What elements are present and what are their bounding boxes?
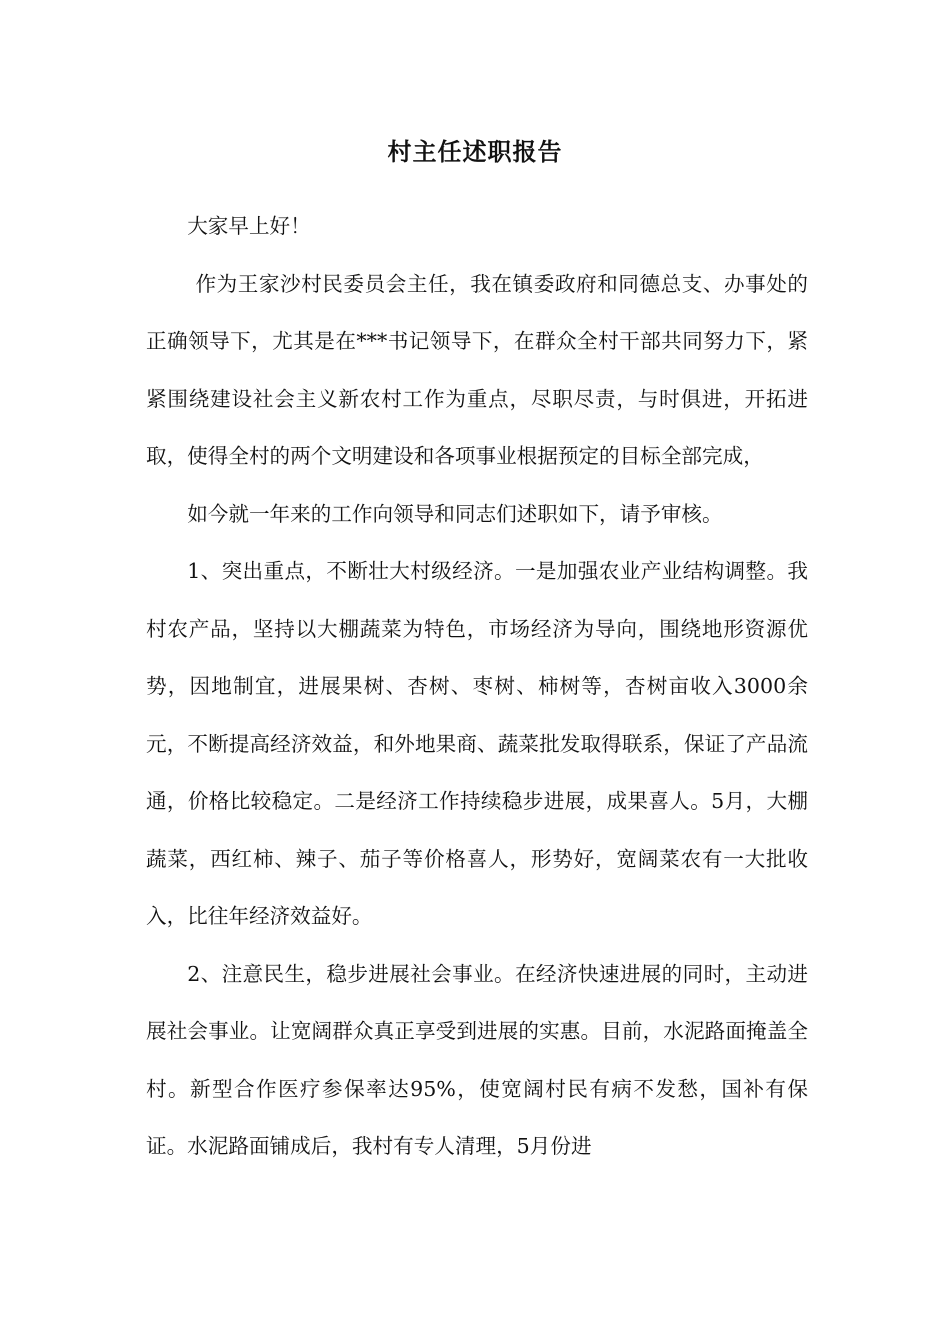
intro-paragraph: 作为王家沙村民委员会主任，我在镇委政府和同德总支、办事处的正确领导下，尤其是在***书记领导下，在群众全村干部共同努力下，紧紧围绕建设社会主义新农村工作为重点，尽职尽责，与时俱进，开拓进取，使得全村的两个文明建设和各项事业根据预定的目标全部完成， bbox=[146, 271, 808, 468]
economy-paragraph: 1、突出重点，不断壮大村级经济。一是加强农业产业结构调整。我村农产品，坚持以大棚蔬菜为特色，市场经济为导向，围绕地形资源优势，因地制宜，进展果树、杏树、枣树、柿树等，杏树亩收入3000余元，不断提高经济效益，和外地果商、蔬菜批发取得联系，保证了产品流通，价格比较稳定。二是经济工作持续稳步进展，成果喜人。5月，大棚蔬菜，西红柿、辣子、茄子等价格喜人，形势好，宽阔菜农有一大批收入，比往年经济效益好。 bbox=[146, 559, 808, 928]
document-body bbox=[146, 198, 808, 1176]
document-title: 村主任述职报告 bbox=[387, 138, 563, 166]
greeting-paragraph: 大家早上好！ bbox=[187, 214, 311, 238]
report-lead-paragraph: 如今就一年来的工作向领导和同志们述职如下，请予审核。 bbox=[187, 501, 723, 526]
social-affairs-paragraph: 2、注意民生，稳步进展社会事业。在经济快速进展的同时，主动进展社会事业。让宽阔群众真正享受到进展的实惠。目前，水泥路面掩盖全村。新型合作医疗参保率达95%，使宽阔村民有病不发愁，国补有保证。水泥路面铺成后，我村有专人清理，5月份进 bbox=[146, 961, 808, 1158]
